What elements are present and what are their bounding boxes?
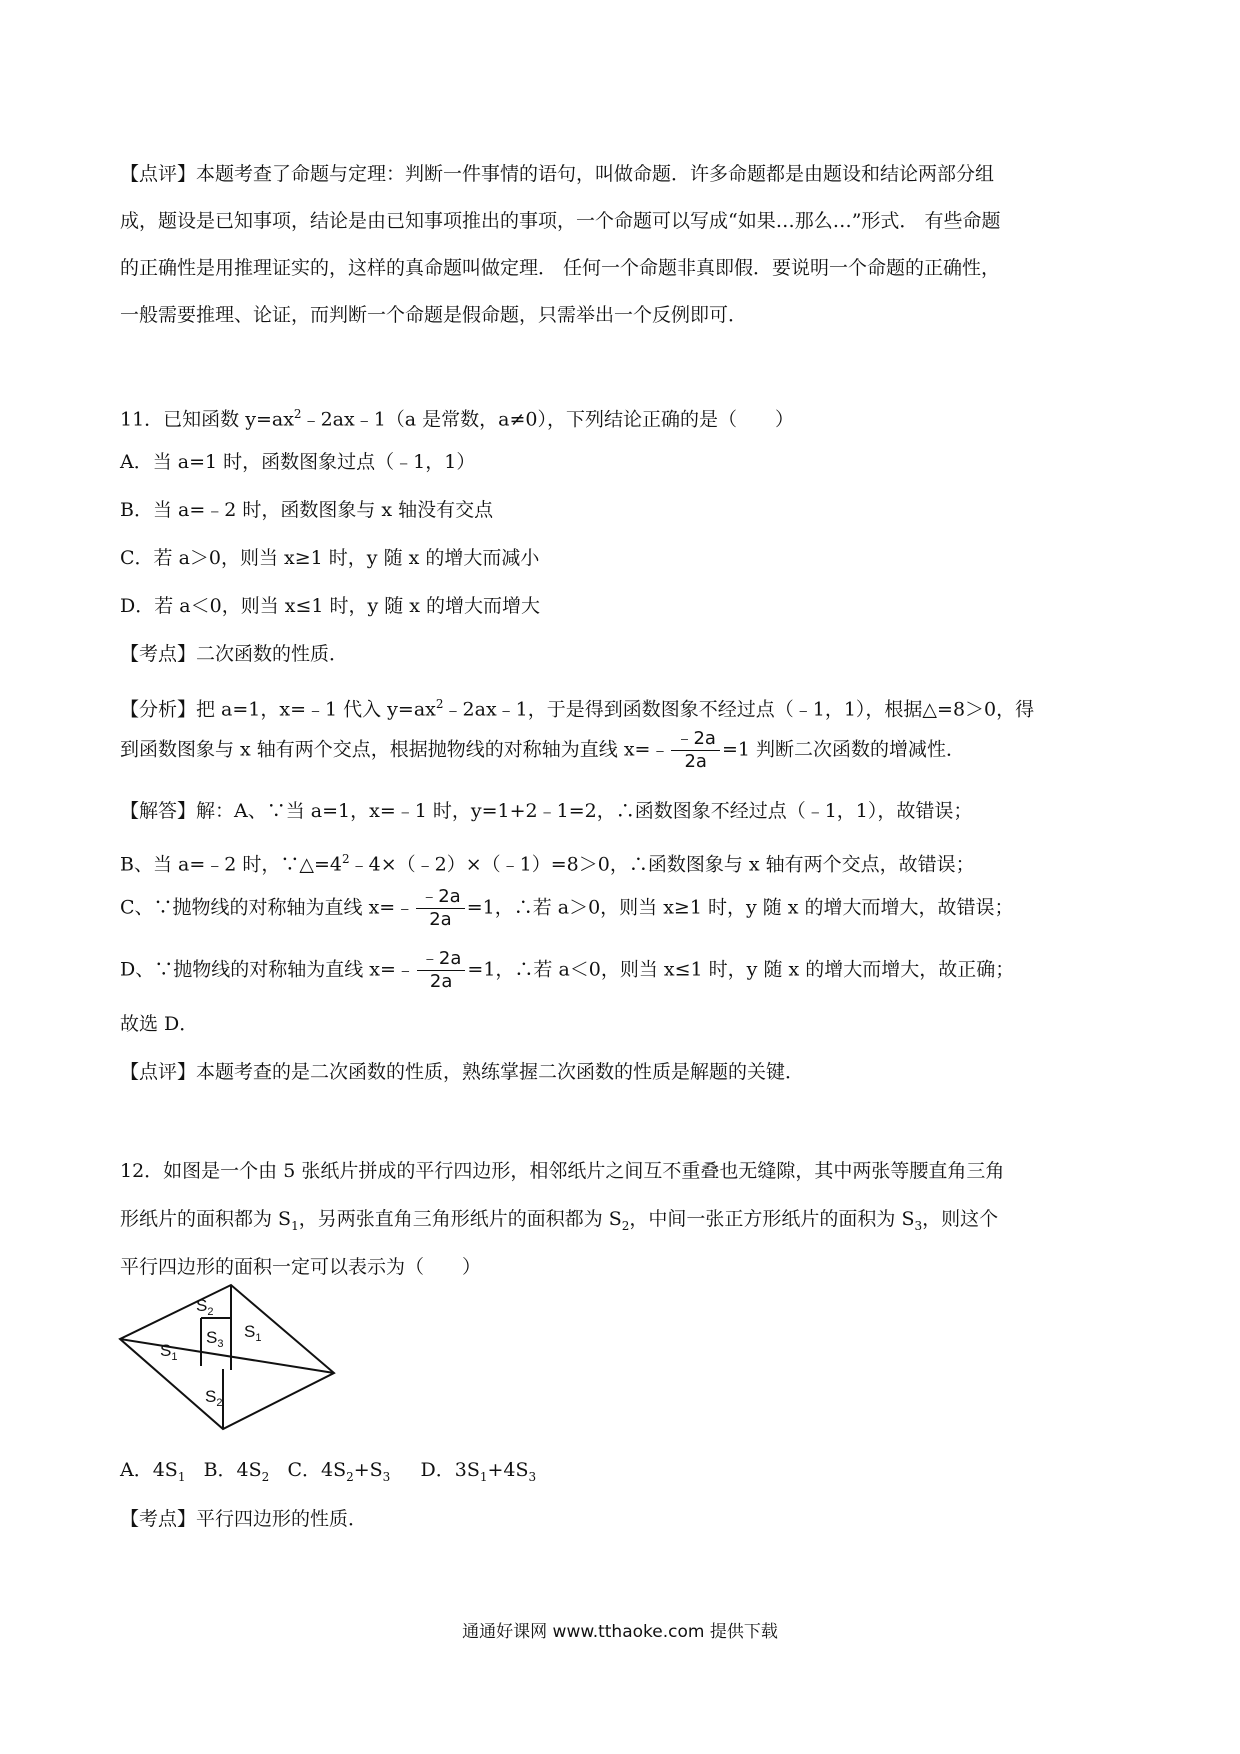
q11-option-c: C．若 a＞0，则当 x≥1 时，y 随 x 的增大而减小 bbox=[120, 547, 540, 569]
q12-stem-line-3: 平行四边形的面积一定可以表示为（ ） bbox=[120, 1256, 482, 1278]
label-s2-bottom: $S_2$ bbox=[205, 1387, 223, 1409]
q12-stem-line-2: 形纸片的面积都为 $S_1$，另两张直角三角形纸片的面积都为 $S_2$，中间一张正方形纸片的面积为 $S_3$，则这个 bbox=[120, 1208, 999, 1233]
q12-options bbox=[120, 1456, 536, 1491]
q12-option-c: C．$4S_2+S_3$ bbox=[287, 1459, 391, 1484]
comment-line-1: 【点评】本题考查了命题与定理：判断一件事情的语句，叫做命题．许多命题都是由题设和结论两部分组 bbox=[120, 163, 995, 185]
q11-kaodian: 【考点】二次函数的性质． bbox=[120, 643, 349, 665]
comment-line-4: 一般需要推理、论证，而判断一个命题是假命题，只需举出一个反例即可． bbox=[120, 304, 748, 326]
comment-line-2: 成，题设是已知事项，结论是由已知事项推出的事项，一个命题可以写成“如果…那么…”形式． 有些命题 bbox=[120, 210, 1001, 232]
label-s2-top: $S_2$ bbox=[196, 1296, 214, 1318]
q11-stem: 11．已知函数 $y=ax^2﹣2ax﹣1(a$ 是常数，a≠0），下列结论正确的是（ ） bbox=[120, 407, 794, 431]
q11-option-d: D．若 a＜0，则当 x≤1 时，y 随 x 的增大而增大 bbox=[120, 595, 541, 617]
q11-jieda-c: C、∵抛物线的对称轴为直线 x=﹣ $\frac{﹣2a}{2a}$ =1，∴若 a＞0，则当 x≥1 时，y 随 x 的增大而增大，故错误； bbox=[120, 886, 1014, 930]
parallelogram-figure bbox=[118, 1283, 342, 1443]
q11-option-a: A．当 a=1 时，函数图象过点（﹣1，1） bbox=[120, 451, 476, 473]
page-footer: 通通好课网 www.tthaoke.com 提供下载 bbox=[462, 1622, 778, 1642]
fraction: $\frac{﹣2a}{2a}$ bbox=[417, 948, 465, 993]
comment-line-3: 的正确性是用推理证实的，这样的真命题叫做定理． 任何一个命题非真即假．要说明一个命题的正确性， bbox=[120, 257, 1001, 279]
q11-fenxi-line-1: 【分析】把 a=1，x=﹣1 代入 $y=ax^2﹣2ax﹣1$，于是得到函数图象不经过点（﹣1，1），根据△=8＞0，得 bbox=[120, 697, 1035, 721]
label-s1-left: $S_1$ bbox=[160, 1341, 178, 1363]
fraction: $\frac{﹣2a}{2a}$ bbox=[416, 886, 464, 931]
q11-jieda-d: D、∵抛物线的对称轴为直线 x=﹣ $\frac{﹣2a}{2a}$ =1，∴若 a＜0，则当 x≤1 时，y 随 x 的增大而增大，故正确； bbox=[120, 948, 1015, 992]
q11-dianping: 【点评】本题考查的是二次函数的性质，熟练掌握二次函数的性质是解题的关键． bbox=[120, 1061, 805, 1083]
q12-stem-line-1: 12．如图是一个由 5 张纸片拼成的平行四边形，相邻纸片之间互不重叠也无缝隙，其中两张等腰直角三角 bbox=[120, 1160, 1005, 1182]
q11-jieda-b: B、当 a=﹣2 时，$\because\triangle=4^2﹣4\times(﹣2)\times(﹣1)=8>0$，∴函数图象与 x 轴有两个交点，故错误； bbox=[120, 852, 975, 876]
q11-fenxi-line-2: 到函数图象与 x 轴有两个交点，根据抛物线的对称轴为直线 x=﹣ $\frac{﹣2a}{2a}$ =1 判断二次函数的增减性． bbox=[120, 728, 966, 772]
label-s3: $S_3$ bbox=[206, 1328, 224, 1350]
q12-kaodian: 【考点】平行四边形的性质． bbox=[120, 1508, 368, 1530]
q11-guxuan: 故选 D． bbox=[120, 1013, 199, 1035]
q12-option-d: D．$3S_1+4S_3$ bbox=[420, 1459, 537, 1484]
q11-option-b: B．当 a=﹣2 时，函数图象与 x 轴没有交点 bbox=[120, 499, 494, 521]
q12-option-a: A．$4S_1$ bbox=[120, 1459, 186, 1484]
q11-jieda-a: 【解答】解：A、∵当 a=1，x=﹣1 时，y=1+2﹣1=2，∴函数图象不经过点（﹣1，1），故错误； bbox=[120, 800, 973, 822]
fraction: $\frac{﹣2a}{2a}$ bbox=[671, 728, 719, 773]
q12-option-b: B．$4S_2$ bbox=[203, 1459, 270, 1484]
label-s1-right: $S_1$ bbox=[244, 1322, 262, 1344]
